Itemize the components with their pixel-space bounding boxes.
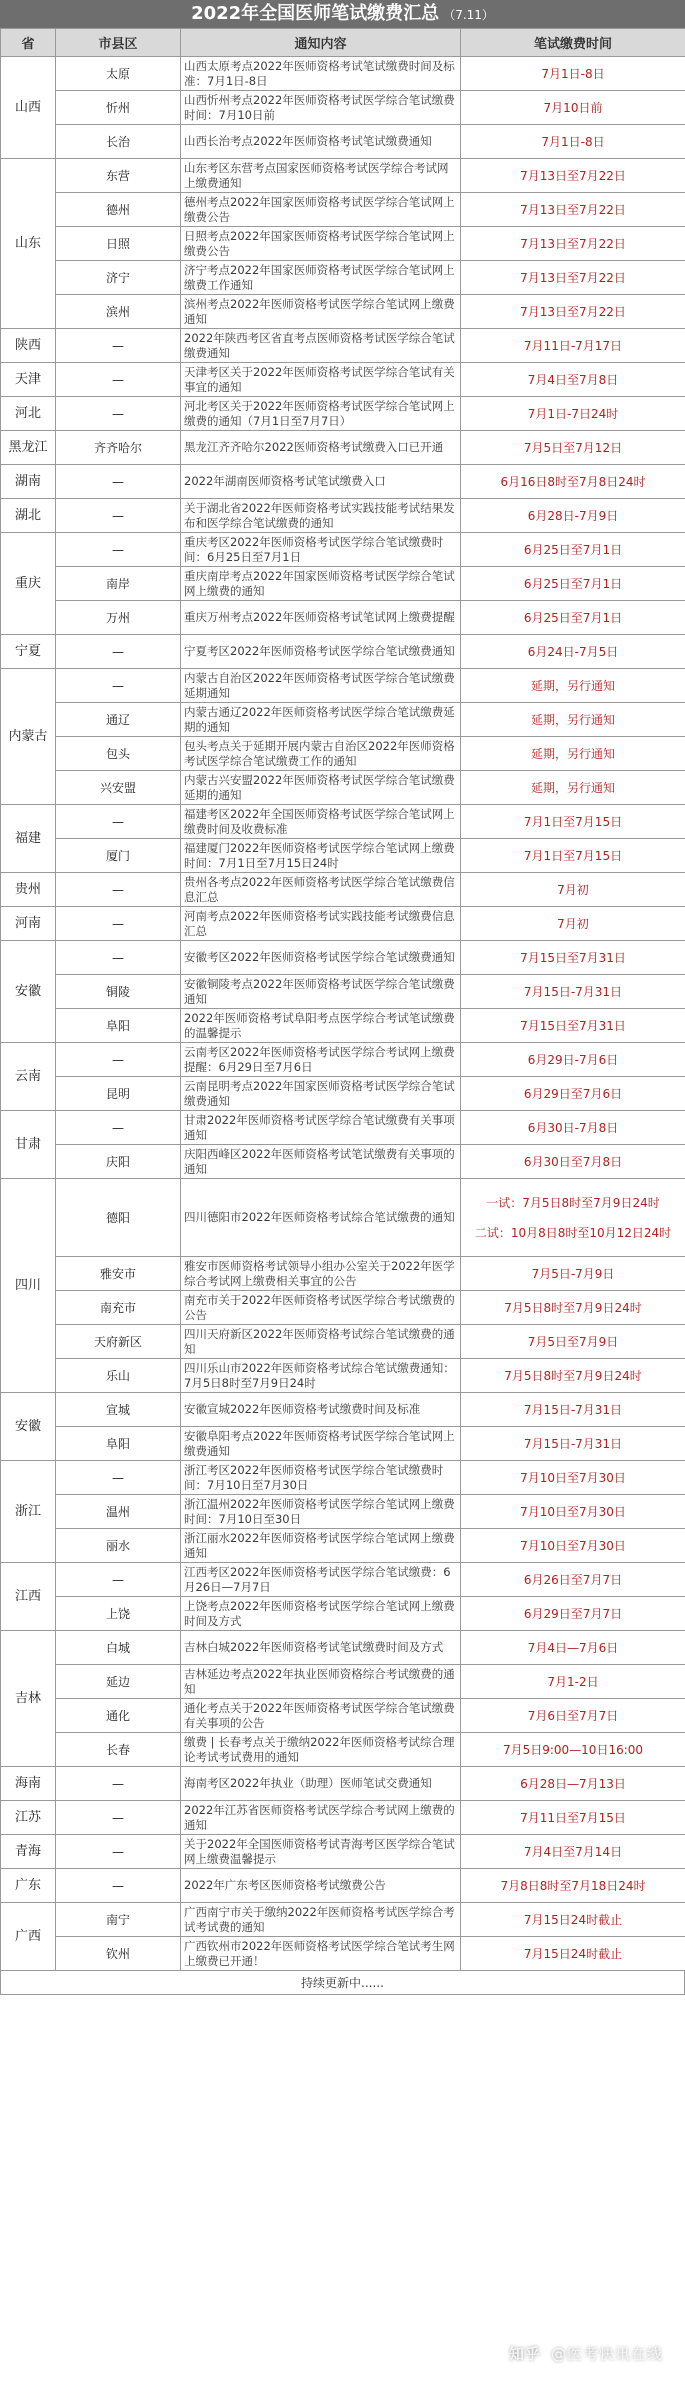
notice-link[interactable]: 内蒙古自治区2022年医师资格考试医学综合笔试缴费延期通知: [181, 669, 461, 703]
fee-time-cell: 7月5日至7月9日: [461, 1325, 685, 1359]
city-cell: —: [56, 1869, 181, 1903]
notice-link[interactable]: 广西南宁市关于缴纳2022年医师资格考试医学综合考试考试费的通知: [181, 1903, 461, 1937]
province-cell: 陕西: [1, 329, 56, 363]
city-cell: 济宁: [56, 261, 181, 295]
table-row: [1, 295, 685, 329]
fee-time-cell: 7月15日-7月31日: [461, 1393, 685, 1427]
notice-link[interactable]: 贵州各考点2022年医师资格考试医学综合笔试缴费信息汇总: [181, 873, 461, 907]
fee-time-cell: 6月29日至7月6日: [461, 1077, 685, 1111]
province-cell: 江苏: [1, 1801, 56, 1835]
fee-time-cell: 6月25日至7月1日: [461, 567, 685, 601]
fee-time-cell: 6月24日-7月5日: [461, 635, 685, 669]
city-cell: 天府新区: [56, 1325, 181, 1359]
province-cell: 吉林: [1, 1631, 56, 1767]
city-cell: 延边: [56, 1665, 181, 1699]
notice-link[interactable]: 四川乐山市2022年医师资格考试综合笔试缴费通知：7月5日8时至7月9日24时: [181, 1359, 461, 1393]
notice-link[interactable]: 河南考点2022年医师资格考试实践技能考试缴费信息汇总: [181, 907, 461, 941]
notice-link[interactable]: 安徽宣城2022年医师资格考试缴费时间及标准: [181, 1393, 461, 1427]
fee-time-cell: 7月11日-7月17日: [461, 329, 685, 363]
province-cell: 湖北: [1, 499, 56, 533]
notice-link[interactable]: 云南昆明考点2022年国家医师资格考试医学综合笔试缴费通知: [181, 1077, 461, 1111]
province-cell: 安徽: [1, 1393, 56, 1461]
date-note: （7.11）: [443, 8, 494, 22]
notice-link[interactable]: 浙江温州2022年医师资格考试医学综合笔试网上缴费时间：7月10日至30日: [181, 1495, 461, 1529]
province-cell: 云南: [1, 1043, 56, 1111]
notice-link[interactable]: 江西考区2022年医师资格考试医学综合笔试缴费：6月26日—7月7日: [181, 1563, 461, 1597]
fee-time-cell: 6月28日—7月13日: [461, 1767, 685, 1801]
province-cell: 福建: [1, 805, 56, 873]
city-cell: —: [56, 329, 181, 363]
province-cell: 天津: [1, 363, 56, 397]
city-cell: 长治: [56, 125, 181, 159]
city-cell: —: [56, 1835, 181, 1869]
table-row: [1, 1631, 685, 1665]
notice-link[interactable]: 云南考区2022年医师资格考试医学综合考试网上缴费提醒：6月29日至7月6日: [181, 1043, 461, 1077]
table-row: [1, 397, 685, 431]
table-row: [1, 431, 685, 465]
province-cell: 青海: [1, 1835, 56, 1869]
table-row: [1, 159, 685, 193]
notice-link[interactable]: 四川天府新区2022年医师资格考试综合笔试缴费的通知: [181, 1325, 461, 1359]
table-row: [1, 499, 685, 533]
table-row: [1, 1529, 685, 1563]
fee-time-second: 二试：10月8日8时至10月12日24时: [474, 1225, 672, 1240]
notice-link[interactable]: 天津考区关于2022年医师资格考试医学综合笔试有关事宜的通知: [181, 363, 461, 397]
fee-time-cell: 7月13日至7月22日: [461, 227, 685, 261]
city-cell: 白城: [56, 1631, 181, 1665]
notice-link[interactable]: 2022年江苏省医师资格考试医学综合考试网上缴费的通知: [181, 1801, 461, 1835]
table-row: [1, 1077, 685, 1111]
table-row: [1, 1257, 685, 1291]
city-cell: 雅安市: [56, 1257, 181, 1291]
fee-time-cell: 7月1日-8日: [461, 57, 685, 91]
city-cell: 东营: [56, 159, 181, 193]
city-cell: —: [56, 1043, 181, 1077]
table-row: [1, 91, 685, 125]
city-cell: 阜阳: [56, 1009, 181, 1043]
city-cell: —: [56, 941, 181, 975]
fee-time-cell: 7月15日至7月31日: [461, 1009, 685, 1043]
table-row: [1, 1009, 685, 1043]
table-row: [1, 1179, 685, 1257]
fee-time-cell: 延期，另行通知: [461, 771, 685, 805]
fee-time-cell: 7月15日-7月31日: [461, 1427, 685, 1461]
city-cell: —: [56, 533, 181, 567]
table-row: [1, 1801, 685, 1835]
notice-link[interactable]: 山东考区东营考点国家医师资格考试医学综合考试网上缴费通知: [181, 159, 461, 193]
fee-time-cell: 7月4日至7月14日: [461, 1835, 685, 1869]
notice-link[interactable]: 河北考区关于2022年医师资格考试医学综合笔试网上缴费的通知（7月1日至7月7日）: [181, 397, 461, 431]
table-row: [1, 1767, 685, 1801]
table-row: [1, 839, 685, 873]
city-cell: 南宁: [56, 1903, 181, 1937]
fee-time-cell: 7月15日-7月31日: [461, 975, 685, 1009]
notice-link[interactable]: 福建厦门2022年医师资格考试医学综合笔试网上缴费时间：7月1日至7月15日24时: [181, 839, 461, 873]
province-cell: 宁夏: [1, 635, 56, 669]
fee-time-cell: 7月1日至7月15日: [461, 805, 685, 839]
table-row: [1, 1903, 685, 1937]
notice-link[interactable]: 广西钦州市2022年医师资格考试医学综合笔试考生网上缴费已开通！: [181, 1937, 461, 1971]
table-row: [1, 329, 685, 363]
fee-time-cell: 7月8日8时至7月18日24时: [461, 1869, 685, 1903]
city-cell: 乐山: [56, 1359, 181, 1393]
notice-link[interactable]: 上饶考点2022年医师资格考试医学综合笔试网上缴费时间及方式: [181, 1597, 461, 1631]
city-cell: 丽水: [56, 1529, 181, 1563]
fee-time-first: 一试：7月5日8时至7月9日24时: [486, 1195, 660, 1210]
notice-link[interactable]: 安徽阜阳考点2022年医师资格考试医学综合笔试网上缴费通知: [181, 1427, 461, 1461]
notice-link[interactable]: 德州考点2022年国家医师资格考试医学综合笔试网上缴费公告: [181, 193, 461, 227]
notice-link[interactable]: 包头考点关于延期开展内蒙古自治区2022年医师资格考试医学综合笔试缴费工作的通知: [181, 737, 461, 771]
table-row: [1, 1563, 685, 1597]
city-cell: 德阳: [56, 1179, 181, 1257]
province-cell: 山西: [1, 57, 56, 159]
table-row: [1, 975, 685, 1009]
fee-time-cell: 7月1日-8日: [461, 125, 685, 159]
watermark-logo: 知乎: [508, 2345, 541, 2363]
fee-time-cell: 6月30日-7月8日: [461, 1111, 685, 1145]
city-cell: —: [56, 1563, 181, 1597]
notice-link[interactable]: 2022年医师资格考试阜阳考点医学综合考试笔试缴费的温馨提示: [181, 1009, 461, 1043]
table-row: [1, 567, 685, 601]
province-cell: 重庆: [1, 533, 56, 635]
province-cell: 浙江: [1, 1461, 56, 1563]
notice-link[interactable]: 黑龙江齐齐哈尔2022医师资格考试缴费入口已开通: [181, 431, 461, 465]
table-row: [1, 1111, 685, 1145]
notice-link[interactable]: 通化考点关于2022年医师资格考试医学综合笔试缴费有关事项的公告: [181, 1699, 461, 1733]
province-cell: 甘肃: [1, 1111, 56, 1179]
table-row: [1, 261, 685, 295]
city-cell: 厦门: [56, 839, 181, 873]
notice-link[interactable]: 浙江丽水2022年医师资格考试医学综合笔试网上缴费通知: [181, 1529, 461, 1563]
table-body: [1, 57, 685, 1971]
notice-link[interactable]: 2022年陕西考区省直考点医师资格考试医学综合笔试缴费通知: [181, 329, 461, 363]
fee-time-cell: 7月13日至7月22日: [461, 193, 685, 227]
city-cell: 南岸: [56, 567, 181, 601]
table-row: [1, 1325, 685, 1359]
province-cell: 河北: [1, 397, 56, 431]
notice-link[interactable]: 安徽考区2022年医师资格考试医学综合笔试缴费通知: [181, 941, 461, 975]
city-cell: 通辽: [56, 703, 181, 737]
city-cell: 铜陵: [56, 975, 181, 1009]
table-row: [1, 1461, 685, 1495]
notice-link[interactable]: 山西长治考点2022年医师资格考试笔试缴费通知: [181, 125, 461, 159]
table-row: [1, 227, 685, 261]
notice-link[interactable]: 2022年广东考区医师资格考试缴费公告: [181, 1869, 461, 1903]
table-row: [1, 635, 685, 669]
table-row: [1, 1835, 685, 1869]
header-province: 省: [1, 29, 56, 57]
fee-time-cell: [461, 1179, 685, 1257]
province-cell: 黑龙江: [1, 431, 56, 465]
notice-link[interactable]: 重庆南岸考点2022年国家医师资格考试医学综合笔试网上缴费的通知: [181, 567, 461, 601]
city-cell: 庆阳: [56, 1145, 181, 1179]
notice-link[interactable]: 南充市关于2022年医师资格考试医学综合考试缴费的公告: [181, 1291, 461, 1325]
footer: 持续更新中......: [0, 1971, 685, 1995]
table-row: [1, 125, 685, 159]
notice-link[interactable]: 吉林延边考点2022年执业医师资格综合考试缴费的通知: [181, 1665, 461, 1699]
notice-link[interactable]: 山西忻州考点2022年医师资格考试医学综合笔试缴费时间：7月10日前: [181, 91, 461, 125]
fee-time-cell: 6月16日8时至7月8日24时: [461, 465, 685, 499]
notice-link[interactable]: 吉林白城2022年医师资格考试笔试缴费时间及方式: [181, 1631, 461, 1665]
fee-time-cell: 7月初: [461, 873, 685, 907]
table-row: [1, 1597, 685, 1631]
fee-time-cell: 7月5日9:00—10日16:00: [461, 1733, 685, 1767]
province-cell: 山东: [1, 159, 56, 329]
fee-time-cell: 6月25日至7月1日: [461, 601, 685, 635]
fee-time-cell: 7月13日至7月22日: [461, 295, 685, 329]
notice-link[interactable]: 宁夏考区2022年医师资格考试医学综合笔试缴费通知: [181, 635, 461, 669]
fee-time-cell: 6月29日-7月6日: [461, 1043, 685, 1077]
table-row: [1, 1145, 685, 1179]
fee-time-cell: 7月1日-7日24时: [461, 397, 685, 431]
notice-link[interactable]: 日照考点2022年国家医师资格考试医学综合笔试网上缴费公告: [181, 227, 461, 261]
fee-time-cell: 7月11日至7月15日: [461, 1801, 685, 1835]
notice-link[interactable]: 重庆万州考点2022年医师资格考试笔试网上缴费提醒: [181, 601, 461, 635]
city-cell: 太原: [56, 57, 181, 91]
fee-time-cell: 7月5日8时至7月9日24时: [461, 1359, 685, 1393]
fee-time-cell: 7月13日至7月22日: [461, 261, 685, 295]
city-cell: —: [56, 363, 181, 397]
city-cell: 宣城: [56, 1393, 181, 1427]
province-cell: 海南: [1, 1767, 56, 1801]
city-cell: 阜阳: [56, 1427, 181, 1461]
table-row: [1, 1359, 685, 1393]
table-row: [1, 363, 685, 397]
province-cell: 广西: [1, 1903, 56, 1971]
city-cell: —: [56, 499, 181, 533]
city-cell: 万州: [56, 601, 181, 635]
table-row: [1, 1869, 685, 1903]
notice-link[interactable]: 四川德阳市2022年医师资格考试综合笔试缴费的通知: [181, 1179, 461, 1257]
header-time: 笔试缴费时间: [461, 29, 685, 57]
table-row: [1, 1495, 685, 1529]
city-cell: —: [56, 635, 181, 669]
city-cell: 钦州: [56, 1937, 181, 1971]
notice-link[interactable]: 重庆考区2022年医师资格考试医学综合笔试缴费时间：6月25日至7月1日: [181, 533, 461, 567]
city-cell: —: [56, 1111, 181, 1145]
fee-time-cell: 7月15日24时截止: [461, 1937, 685, 1971]
city-cell: 通化: [56, 1699, 181, 1733]
notice-link[interactable]: 2022年湖南医师资格考试笔试缴费入口: [181, 465, 461, 499]
province-cell: 湖南: [1, 465, 56, 499]
city-cell: —: [56, 873, 181, 907]
city-cell: —: [56, 397, 181, 431]
fee-time-cell: 延期，另行通知: [461, 669, 685, 703]
fee-time-cell: 7月4日至7月8日: [461, 363, 685, 397]
header-city: 市县区: [56, 29, 181, 57]
notice-link[interactable]: 济宁考点2022年国家医师资格考试医学综合笔试网上缴费工作通知: [181, 261, 461, 295]
table-row: [1, 873, 685, 907]
city-cell: 昆明: [56, 1077, 181, 1111]
table-row: [1, 737, 685, 771]
fee-time-cell: 6月30日至7月8日: [461, 1145, 685, 1179]
table-row: [1, 533, 685, 567]
notice-link[interactable]: 浙江考区2022年医师资格考试医学综合笔试缴费时间：7月10日至7月30日: [181, 1461, 461, 1495]
fee-time-cell: 7月5日8时至7月9日24时: [461, 1291, 685, 1325]
notice-link[interactable]: 雅安市医师资格考试领导小组办公室关于2022年医学综合考试网上缴费相关事宜的公告: [181, 1257, 461, 1291]
title-text: 2022年全国医师笔试缴费汇总: [191, 3, 440, 24]
province-cell: 贵州: [1, 873, 56, 907]
fee-time-cell: 7月5日-7月9日: [461, 1257, 685, 1291]
notice-link[interactable]: 福建考区2022年全国医师资格考试医学综合笔试网上缴费时间及收费标准: [181, 805, 461, 839]
fee-table: [0, 28, 685, 1971]
city-cell: 日照: [56, 227, 181, 261]
watermark: [509, 2343, 663, 2364]
notice-link[interactable]: 海南考区2022年执业（助理）医师笔试交费通知: [181, 1767, 461, 1801]
fee-time-cell: 7月初: [461, 907, 685, 941]
table-row: [1, 601, 685, 635]
city-cell: 温州: [56, 1495, 181, 1529]
fee-time-cell: 7月10日至7月30日: [461, 1495, 685, 1529]
notice-link[interactable]: 安徽铜陵考点2022年医师资格考试医学综合笔试缴费通知: [181, 975, 461, 1009]
table-row: [1, 1291, 685, 1325]
table-row: [1, 1665, 685, 1699]
table-row: [1, 941, 685, 975]
city-cell: 南充市: [56, 1291, 181, 1325]
city-cell: —: [56, 805, 181, 839]
table-row: [1, 1699, 685, 1733]
province-cell: 四川: [1, 1179, 56, 1393]
table-row: [1, 1393, 685, 1427]
province-cell: 安徽: [1, 941, 56, 1043]
city-cell: 齐齐哈尔: [56, 431, 181, 465]
fee-time-cell: 7月13日至7月22日: [461, 159, 685, 193]
table-row: [1, 669, 685, 703]
city-cell: —: [56, 1801, 181, 1835]
city-cell: 长春: [56, 1733, 181, 1767]
city-cell: 滨州: [56, 295, 181, 329]
notice-link[interactable]: 甘肃2022年医师资格考试医学综合笔试缴费有关事项通知: [181, 1111, 461, 1145]
fee-time-cell: 7月1日至7月15日: [461, 839, 685, 873]
header-notice: 通知内容: [181, 29, 461, 57]
city-cell: —: [56, 465, 181, 499]
fee-time-cell: 7月1-2日: [461, 1665, 685, 1699]
province-cell: 河南: [1, 907, 56, 941]
table-row: [1, 57, 685, 91]
notice-link[interactable]: 缴费 | 长春考点关于缴纳2022年医师资格考试综合理论考试考试费用的通知: [181, 1733, 461, 1767]
notice-link[interactable]: 关于2022年全国医师资格考试青海考区医学综合笔试网上缴费温馨提示: [181, 1835, 461, 1869]
table-row: [1, 465, 685, 499]
city-cell: 兴安盟: [56, 771, 181, 805]
notice-link[interactable]: 山西太原考点2022年医师资格考试笔试缴费时间及标准：7月1日-8日: [181, 57, 461, 91]
fee-time-cell: 6月29日至7月7日: [461, 1597, 685, 1631]
fee-time-cell: 7月10日至7月30日: [461, 1461, 685, 1495]
city-cell: —: [56, 1767, 181, 1801]
page-title: [0, 0, 685, 28]
table-row: [1, 1733, 685, 1767]
fee-time-cell: 延期，另行通知: [461, 703, 685, 737]
table-row: [1, 1427, 685, 1461]
notice-link[interactable]: 内蒙古兴安盟2022年医师资格考试医学综合笔试缴费延期的通知: [181, 771, 461, 805]
notice-link[interactable]: 滨州考点2022年医师资格考试医学综合笔试网上缴费通知: [181, 295, 461, 329]
table-row: [1, 193, 685, 227]
notice-link[interactable]: 关于湖北省2022年医师资格考试实践技能考试结果发布和医学综合笔试缴费的通知: [181, 499, 461, 533]
table-row: [1, 703, 685, 737]
province-cell: 广东: [1, 1869, 56, 1903]
province-cell: 内蒙古: [1, 669, 56, 805]
fee-time-cell: 延期，另行通知: [461, 737, 685, 771]
city-cell: 德州: [56, 193, 181, 227]
city-cell: 忻州: [56, 91, 181, 125]
watermark-text: @医考快讯在线: [550, 2345, 663, 2363]
notice-link[interactable]: 内蒙古通辽2022年医师资格考试医学综合笔试缴费延期的通知: [181, 703, 461, 737]
fee-time-cell: 7月10日前: [461, 91, 685, 125]
table-row: [1, 1043, 685, 1077]
table-row: [1, 1937, 685, 1971]
notice-link[interactable]: 庆阳西峰区2022年医师资格考试笔试缴费有关事项的通知: [181, 1145, 461, 1179]
province-cell: 江西: [1, 1563, 56, 1631]
city-cell: —: [56, 669, 181, 703]
fee-time-cell: 7月5日至7月12日: [461, 431, 685, 465]
city-cell: 上饶: [56, 1597, 181, 1631]
table-row: [1, 771, 685, 805]
fee-time-cell: 7月4日—7月6日: [461, 1631, 685, 1665]
city-cell: —: [56, 907, 181, 941]
fee-time-cell: 7月10日至7月30日: [461, 1529, 685, 1563]
table-row: [1, 805, 685, 839]
fee-time-cell: 7月15日24时截止: [461, 1903, 685, 1937]
fee-time-cell: 7月15日至7月31日: [461, 941, 685, 975]
fee-time-cell: 6月28日-7月9日: [461, 499, 685, 533]
fee-time-cell: 6月25日至7月1日: [461, 533, 685, 567]
city-cell: —: [56, 1461, 181, 1495]
table-row: [1, 907, 685, 941]
fee-time-cell: 6月26日至7月7日: [461, 1563, 685, 1597]
table-header-row: [1, 29, 685, 57]
city-cell: 包头: [56, 737, 181, 771]
fee-time-cell: 7月6日至7月7日: [461, 1699, 685, 1733]
